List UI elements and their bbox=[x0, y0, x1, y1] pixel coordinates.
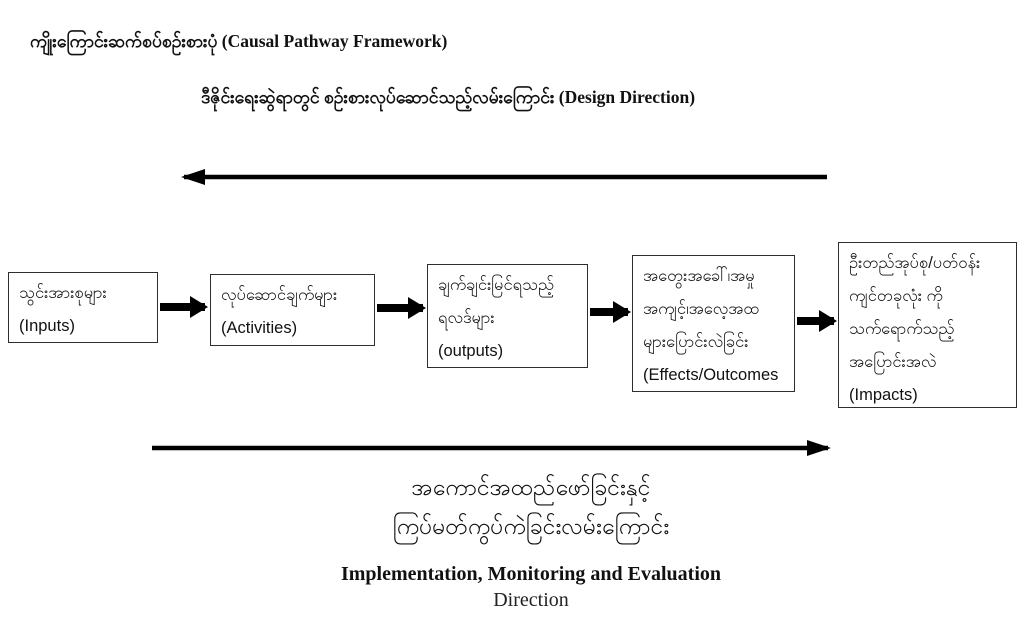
box-line: ချက်ချင်းမြင်ရသည့် bbox=[438, 276, 554, 294]
design-direction-label: ဒီဇိုင်းရေးဆွဲရာတွင် စဉ်းစားလုပ်ဆောင်သည့်လမ်းကြောင်း (Design Direction) bbox=[201, 87, 696, 107]
footer-implementation-english: Implementation, Monitoring and Evaluation bbox=[340, 563, 722, 585]
footer-implementation-burmese-line1: အကောင်အထည်ဖော်ခြင်းနှင့် bbox=[411, 474, 651, 500]
box-outputs bbox=[427, 264, 588, 368]
box-inputs bbox=[8, 272, 158, 343]
box-line: အတွေးအခေါ်၊အမှု bbox=[643, 267, 755, 285]
box-line: (Activities) bbox=[221, 319, 298, 337]
box-line: သက်ရောက်သည့် bbox=[849, 320, 955, 338]
box-activities bbox=[210, 274, 375, 346]
box-line: (Impacts) bbox=[849, 386, 918, 404]
box-line: များပြောင်းလဲခြင်း bbox=[643, 333, 749, 351]
box-line: (outputs) bbox=[438, 342, 504, 360]
box-line: အကျင့်၊အလေ့အထ bbox=[643, 300, 760, 318]
box-line: ရလဒ်များ bbox=[438, 309, 495, 327]
box-line: သွင်းအားစုများ bbox=[19, 284, 107, 302]
diagram-title: ကျိုးကြောင်းဆက်စပ်စဉ်းစားပုံ (Causal Pathway Framework) bbox=[30, 31, 448, 51]
footer-implementation-burmese-line2: ကြပ်မတ်ကွပ်ကဲခြင်းလမ်းကြောင်း bbox=[392, 513, 670, 539]
box-effects-outcomes bbox=[632, 255, 795, 392]
box-line: ဦးတည်အုပ်စု/ပတ်ဝန်း bbox=[849, 254, 981, 272]
box-line: လုပ်ဆောင်ချက်များ bbox=[221, 286, 338, 304]
box-line: ကျင်တခုလုံး ကို bbox=[849, 287, 943, 305]
box-impacts bbox=[838, 242, 1017, 408]
box-line: အပြောင်းအလဲ bbox=[849, 353, 937, 371]
box-line: (Inputs) bbox=[19, 317, 75, 335]
footer-direction-english: Direction bbox=[493, 589, 569, 611]
box-line: (Effects/Outcomes bbox=[643, 366, 779, 384]
